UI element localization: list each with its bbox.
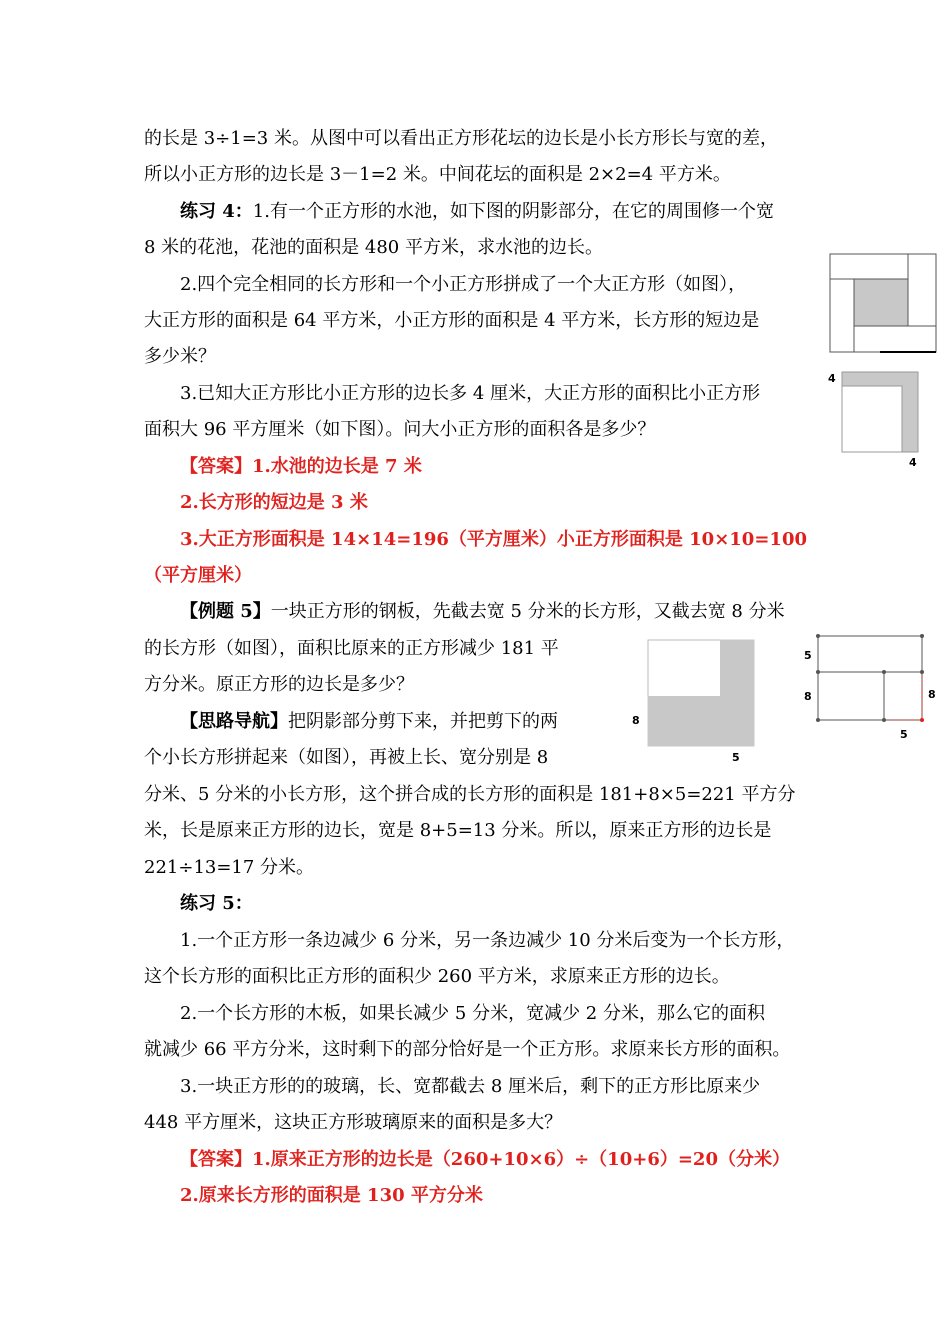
text-line: 2.四个完全相同的长方形和一个小正方形拼成了一个大正方形（如图），	[180, 274, 747, 295]
text-line: 的长是 3÷1=3 米。从图中可以看出正方形花坛的边长是小长方形长与宽的差，	[144, 128, 778, 149]
figure-steel-plate	[628, 636, 758, 768]
text-line: 3.一块正方形的的玻璃，长、宽都截去 8 厘米后，剩下的正方形比原来少	[180, 1076, 761, 1097]
label-practice-5: 练习 5：	[180, 893, 253, 914]
fig4-label-left-top: 5	[804, 649, 812, 662]
text-line: 一块正方形的钢板，先截去宽 5 分米的长方形，又截去宽 8 分米	[270, 601, 785, 622]
text-line: 大正方形的面积是 64 平方米，小正方形的面积是 4 平方米，长方形的短边是	[144, 310, 760, 331]
fig2-label-top: 4	[828, 372, 836, 385]
text-line: 所以小正方形的边长是 3－1=2 米。中间花坛的面积是 2×2=4 平方米。	[144, 164, 731, 185]
text-line: 3.已知大正方形比小正方形的边长多 4 厘米，大正方形的面积比小正方形	[180, 383, 761, 404]
text-line: 米，长是原来正方形的边长，宽是 8+5=13 分米。所以，原来正方形的边长是	[144, 820, 772, 841]
text-line: 的长方形（如图），面积比原来的正方形减少 181 平	[144, 638, 559, 659]
text-line: 1.有一个正方形的水池，如下图的阴影部分，在它的周围修一个宽	[252, 201, 774, 222]
figure-combined-rectangles	[798, 630, 938, 744]
text-line: 8 米的花池，花池的面积是 480 平方米，求水池的边长。	[144, 237, 603, 258]
text-line: 2.一个长方形的木板，如果长减少 5 分米，宽减少 2 分米，那么它的面积	[180, 1003, 765, 1024]
text-line: 面积大 96 平方厘米（如下图）。问大小正方形的面积各是多少？	[144, 419, 656, 440]
fig2-label-bottom: 4	[909, 456, 917, 469]
answer-line: 2.长方形的短边是 3 米	[180, 492, 368, 513]
fig4-label-bottom: 5	[900, 728, 908, 741]
fig4-label-right: 8	[928, 688, 936, 701]
text-line: 448 平方厘米，这块正方形玻璃原来的面积是多大？	[144, 1112, 563, 1133]
text-line: 这个长方形的面积比正方形的面积少 260 平方米，求原来正方形的边长。	[144, 966, 730, 987]
fig3-label-bottom: 5	[732, 751, 740, 764]
text-line	[180, 600, 785, 624]
answer-line: 3.大正方形面积是 14×14=196（平方厘米）小正方形面积是 10×10=100	[180, 529, 807, 550]
text-line: 1.一个正方形一条边减少 6 分米，另一条边减少 10 分米后变为一个长方形，	[180, 930, 795, 951]
text-line: 把阴影部分剪下来，并把剪下的两	[288, 711, 558, 732]
text-line: 221÷13=17 分米。	[144, 857, 315, 878]
answer-line: （平方厘米）	[144, 565, 252, 586]
fig3-label-left: 8	[632, 714, 640, 727]
text-line: 多少米？	[144, 346, 216, 367]
answer-line: 【答案】1.原来正方形的边长是（260+10×6）÷（10+6）=20（分米）	[180, 1149, 790, 1170]
text-line: 方分米。原正方形的边长是多少？	[144, 674, 414, 695]
figure-big-small-square	[822, 368, 922, 472]
answer-line: 【答案】1.水池的边长是 7 米	[180, 456, 422, 477]
answer-line: 2.原来长方形的面积是 130 平方分米	[180, 1185, 483, 1206]
label-thinking-guide: 【思路导航】	[180, 711, 288, 732]
text-line	[180, 200, 774, 224]
fig4-label-left-mid: 8	[804, 690, 812, 703]
label-practice-4: 练习 4：	[180, 201, 253, 222]
text-line: 就减少 66 平方分米，这时剩下的部分恰好是一个正方形。求原来长方形的面积。	[144, 1039, 791, 1060]
text-line: 分米、5 分米的小长方形，这个拼合成的长方形的面积是 181+8×5=221 平方分	[144, 784, 796, 805]
text-line	[180, 710, 558, 734]
text-line: 个小长方形拼起来（如图），再被上长、宽分别是 8	[144, 747, 549, 768]
label-example-5: 【例题 5】	[180, 601, 271, 622]
figure-square-rectangles	[826, 252, 938, 356]
